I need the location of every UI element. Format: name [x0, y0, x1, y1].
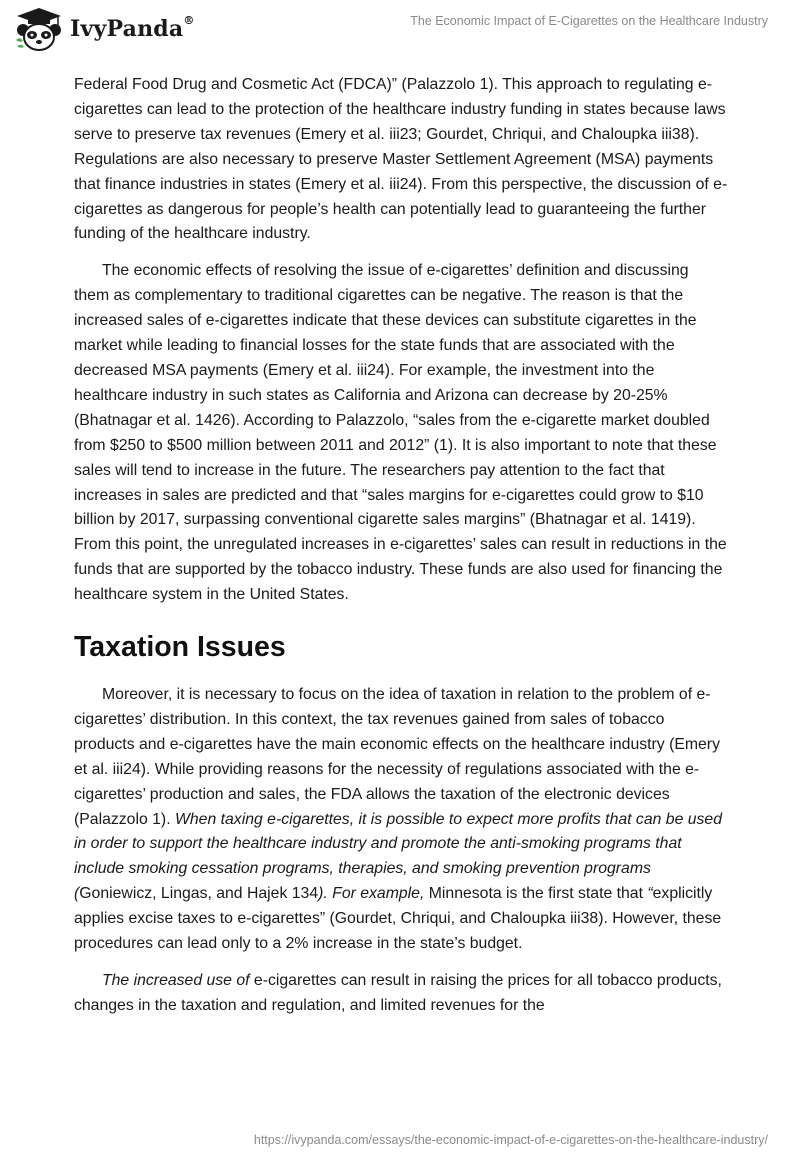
essay-body — [74, 73, 728, 1031]
paragraph-economic-effects: The economic effects of resolving the issue of e-cigarettes’ definition and discussing them as complementary to traditional cigarettes can be negative. The reason is that the increased sales of e-cigarettes indicate that these devices can substitute cigarettes in the market while leading to financial losses for the state funds that are associated with the decreased MSA payments (Emery et al. iii24). For example, the investment into the healthcare industry in such states as California and Arizona can decrease by 20-25% (Bhatnagar et al. 1426). According to Palazzolo, “sales from the e-cigarette market doubled from $250 to $500 million between 2011 and 2012” (1). It is also important to note that these sales will tend to increase in the future. The researchers pay attention to the fact that increases in sales are predicted and that “sales margins for e-cigarettes could grow to $10 billion by 2017, surpassing conventional cigarette sales margins” (Bhatnagar et al. 1419). From this point, the unregulated increases in e-cigarettes’ sales can result in reductions in the funds that are supported by the tobacco industry. These funds are also used for financing the healthcare system in the United States. — [74, 262, 727, 604]
paragraph-increased-use: The increased use of e-cigarettes can result in raising the prices for all tobacco products, changes in the taxation and regulation, and limited revenues for the — [74, 972, 722, 1014]
paragraph-continuation: Federal Food Drug and Cosmetic Act (FDCA)” (Palazzolo 1). This approach to regulating e-cigarettes can lead to the protection of the healthcare industry funding in states because laws serve to preserve tax revenues (Emery et al. iii23; Gourdet, Chriqui, and Chaloupka iii38). Regulations are also necessary to preserve Master Settlement Agreement (MSA) payments that finance industries in states (Emery et al. iii24). From this perspective, the discussion of e-cigarettes as dangerous for people’s health can potentially lead to guaranteeing the further funding of the healthcare industry. — [74, 76, 728, 243]
panda-graduation-cap-icon — [14, 6, 64, 52]
brand-name: IvyPanda® — [70, 14, 195, 42]
brand-logo[interactable] — [14, 6, 195, 52]
paragraph-taxation: Moreover, it is necessary to focus on the idea of taxation in relation to the problem of e-cigarettes’ distribution. In this context, the tax revenues gained from sales of tobacco products and e-cigarettes have the main economic effects on the healthcare industry (Emery et al. iii24). While providing reasons for the necessity of regulations associated with the e-cigarettes’ production and sales, the FDA allows the taxation of the electronic devices (Palazzolo 1). When taxing e-cigarettes, it is possible to expect more profits that can be used in order to support the healthcare industry and promote the anti-smoking programs that include smoking cessation programs, therapies, and smoking prevention programs (Goniewicz, Lingas, and Hajek 134). For example, Minnesota is the first state that “explicitly applies excise taxes to e-cigarettes” (Gourdet, Chriqui, and Chaloupka iii38). However, these procedures can lead only to a 2% increase in the state’s budget. — [74, 686, 722, 953]
page-header — [0, 0, 800, 60]
section-heading-taxation: Taxation Issues — [74, 631, 286, 664]
document-title: The Economic Impact of E-Cigarettes on the Healthcare Industry — [410, 14, 768, 28]
page-url[interactable]: https://ivypanda.com/essays/the-economic-impact-of-e-cigarettes-on-the-healthcare-industry/ — [253, 1133, 768, 1147]
